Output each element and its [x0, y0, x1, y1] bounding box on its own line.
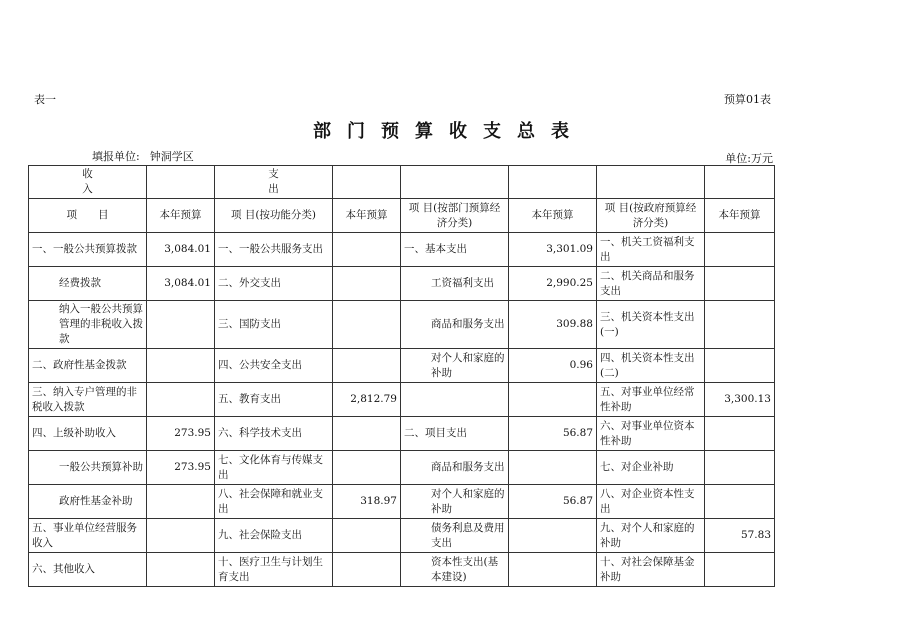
cell-gov-econ-budget — [705, 553, 775, 587]
cell-income-item: 一、一般公共预算拨款 — [29, 233, 147, 267]
cell-function-budget: 318.97 — [333, 485, 401, 519]
cell-income-budget: 3,084.01 — [147, 267, 215, 301]
cell-gov-econ-item: 四、机关资本性支出(二) — [597, 349, 705, 383]
cell-dept-econ-budget: 56.87 — [509, 485, 597, 519]
column-header: 项 目 — [29, 199, 147, 233]
cell-dept-econ-budget: 309.88 — [509, 301, 597, 349]
column-header: 项 目(按功能分类) — [215, 199, 333, 233]
group-header-empty — [147, 166, 215, 199]
cell-income-budget: 3,084.01 — [147, 233, 215, 267]
income-header-bottom: 入 — [82, 183, 93, 195]
cell-dept-econ-budget — [509, 383, 597, 417]
cell-gov-econ-item: 二、机关商品和服务支出 — [597, 267, 705, 301]
cell-income-item: 三、纳入专户管理的非税收入拨款 — [29, 383, 147, 417]
cell-gov-econ-budget — [705, 301, 775, 349]
table-row — [29, 451, 775, 485]
cell-function-item: 十、医疗卫生与计划生育支出 — [215, 553, 333, 587]
cell-dept-econ-item: 商品和服务支出 — [401, 451, 509, 485]
reporting-unit — [92, 148, 194, 164]
cell-income-item: 经费拨款 — [29, 267, 147, 301]
cell-gov-econ-item: 八、对企业资本性支出 — [597, 485, 705, 519]
table-row — [29, 553, 775, 587]
cell-function-budget — [333, 553, 401, 587]
table-row — [29, 383, 775, 417]
cell-function-budget — [333, 301, 401, 349]
reporting-unit-name: 钟洞学区 — [149, 150, 194, 163]
table-number-right: 预算01表 — [724, 93, 771, 106]
cell-dept-econ-item — [401, 383, 509, 417]
cell-income-item: 四、上级补助收入 — [29, 417, 147, 451]
cell-function-item: 一、一般公共服务支出 — [215, 233, 333, 267]
cell-income-item: 六、其他收入 — [29, 553, 147, 587]
table-row — [29, 485, 775, 519]
cell-function-item: 四、公共安全支出 — [215, 349, 333, 383]
cell-dept-econ-item: 二、项目支出 — [401, 417, 509, 451]
cell-function-item: 七、文化体育与传媒支出 — [215, 451, 333, 485]
income-group-header — [29, 166, 147, 199]
cell-gov-econ-item: 十、对社会保障基金补助 — [597, 553, 705, 587]
cell-function-budget: 2,812.79 — [333, 383, 401, 417]
income-header-top: 收 — [82, 168, 93, 180]
page-title: 部门预算收支总表 — [313, 121, 585, 142]
column-header: 项 目(按部门预算经济分类) — [401, 199, 509, 233]
column-header: 本年预算 — [147, 199, 215, 233]
table-row — [29, 267, 775, 301]
cell-gov-econ-item: 五、对事业单位经常性补助 — [597, 383, 705, 417]
expense-group-header — [215, 166, 333, 199]
group-header-empty — [705, 166, 775, 199]
column-header-row — [29, 199, 775, 233]
cell-dept-econ-item: 商品和服务支出 — [401, 301, 509, 349]
cell-income-budget — [147, 301, 215, 349]
cell-dept-econ-item: 债务利息及费用支出 — [401, 519, 509, 553]
currency-unit: 单位:万元 — [725, 152, 773, 165]
column-header: 项 目(按政府预算经济分类) — [597, 199, 705, 233]
cell-gov-econ-budget — [705, 349, 775, 383]
reporting-unit-label: 填报单位: — [92, 150, 140, 163]
cell-function-item: 五、教育支出 — [215, 383, 333, 417]
cell-function-budget — [333, 349, 401, 383]
cell-income-budget — [147, 553, 215, 587]
cell-income-item: 政府性基金补助 — [29, 485, 147, 519]
cell-gov-econ-budget: 3,300.13 — [705, 383, 775, 417]
group-header-empty — [597, 166, 705, 199]
cell-gov-econ-budget — [705, 267, 775, 301]
cell-income-item: 二、政府性基金拨款 — [29, 349, 147, 383]
cell-income-budget — [147, 485, 215, 519]
cell-gov-econ-item: 一、机关工资福利支出 — [597, 233, 705, 267]
cell-dept-econ-budget: 3,301.09 — [509, 233, 597, 267]
table-row — [29, 349, 775, 383]
cell-income-budget: 273.95 — [147, 417, 215, 451]
cell-gov-econ-budget — [705, 417, 775, 451]
cell-dept-econ-item: 一、基本支出 — [401, 233, 509, 267]
cell-income-item: 纳入一般公共预算管理的非税收入拨款 — [29, 301, 147, 349]
table-row — [29, 233, 775, 267]
cell-function-budget — [333, 519, 401, 553]
cell-function-budget — [333, 417, 401, 451]
cell-gov-econ-budget — [705, 233, 775, 267]
cell-dept-econ-budget: 0.96 — [509, 349, 597, 383]
group-header-empty — [333, 166, 401, 199]
cell-function-item: 八、社会保障和就业支出 — [215, 485, 333, 519]
group-header-row — [29, 166, 775, 199]
cell-gov-econ-item: 七、对企业补助 — [597, 451, 705, 485]
cell-dept-econ-budget — [509, 519, 597, 553]
cell-function-item: 三、国防支出 — [215, 301, 333, 349]
table-row — [29, 417, 775, 451]
budget-table — [28, 165, 775, 587]
cell-dept-econ-budget: 56.87 — [509, 417, 597, 451]
column-header: 本年预算 — [705, 199, 775, 233]
cell-gov-econ-item: 三、机关资本性支出(一) — [597, 301, 705, 349]
cell-dept-econ-item: 对个人和家庭的补助 — [401, 349, 509, 383]
cell-income-item: 一般公共预算补助 — [29, 451, 147, 485]
cell-function-item: 九、社会保险支出 — [215, 519, 333, 553]
cell-function-budget — [333, 233, 401, 267]
column-header: 本年预算 — [333, 199, 401, 233]
table-row — [29, 519, 775, 553]
cell-income-budget — [147, 519, 215, 553]
cell-dept-econ-budget: 2,990.25 — [509, 267, 597, 301]
table-number-left: 表一 — [34, 93, 56, 106]
cell-income-budget — [147, 383, 215, 417]
cell-dept-econ-budget — [509, 553, 597, 587]
cell-function-budget — [333, 451, 401, 485]
cell-gov-econ-budget — [705, 451, 775, 485]
column-header: 本年预算 — [509, 199, 597, 233]
cell-income-budget: 273.95 — [147, 451, 215, 485]
cell-function-item: 二、外交支出 — [215, 267, 333, 301]
cell-gov-econ-item: 六、对事业单位资本性补助 — [597, 417, 705, 451]
group-header-empty — [509, 166, 597, 199]
cell-function-budget — [333, 267, 401, 301]
expense-header-bottom: 出 — [268, 183, 279, 195]
cell-function-item: 六、科学技术支出 — [215, 417, 333, 451]
cell-dept-econ-item: 工资福利支出 — [401, 267, 509, 301]
cell-income-budget — [147, 349, 215, 383]
group-header-empty — [401, 166, 509, 199]
cell-dept-econ-item: 对个人和家庭的补助 — [401, 485, 509, 519]
cell-income-item: 五、事业单位经营服务收入 — [29, 519, 147, 553]
expense-header-top: 支 — [268, 168, 279, 180]
cell-dept-econ-item: 资本性支出(基本建设) — [401, 553, 509, 587]
cell-gov-econ-budget — [705, 485, 775, 519]
cell-dept-econ-budget — [509, 451, 597, 485]
cell-gov-econ-item: 九、对个人和家庭的补助 — [597, 519, 705, 553]
table-row — [29, 301, 775, 349]
cell-gov-econ-budget: 57.83 — [705, 519, 775, 553]
